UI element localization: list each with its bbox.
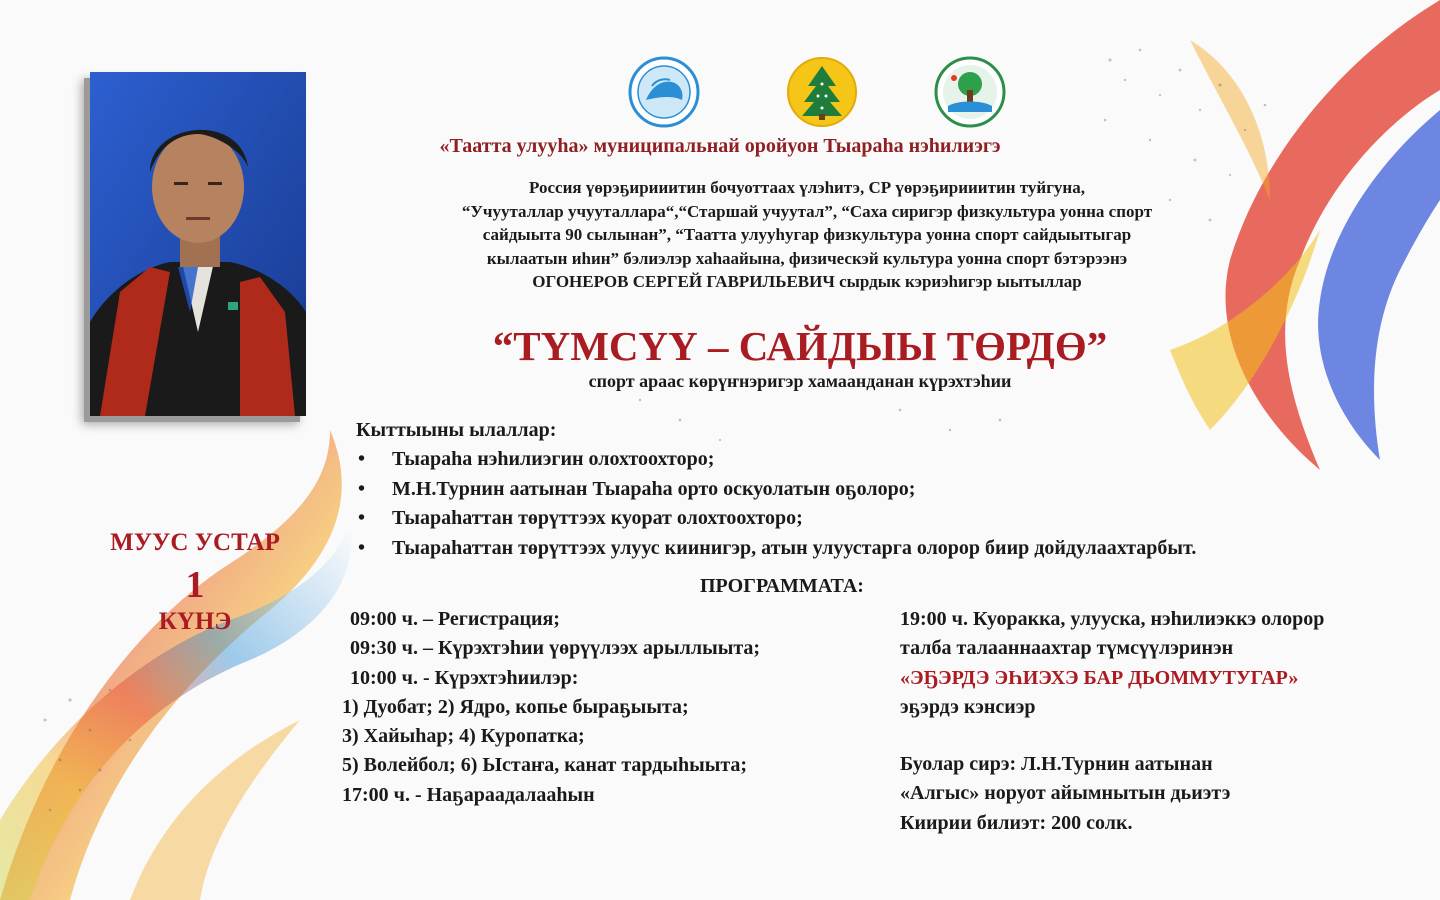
participants-list [354, 445, 1196, 563]
participants-label: Кыттыыны ылаллар: [356, 419, 557, 441]
dedication-text [352, 176, 1262, 294]
dedication-line: “Учууталлар учууталлара“,“Старшай учуутал”, “Саха сиригэр физкультура уонна спорт [461, 201, 1153, 221]
bullet-icon: • [358, 536, 366, 559]
ulus-emblem-icon [628, 56, 700, 128]
dedication-line: сайдыыта 90 сылынан”, “Таатта улууһугар физкультура уонна спорт сайдыытыгар [482, 225, 1132, 245]
bullet-icon: • [358, 507, 366, 529]
schedule-item: 1) Дуобат; 2) Ядро, копье быраҕыыта; [342, 695, 689, 718]
schedule-item: 5) Волейбол; 6) Ыстаҥа, канат тардыһыыта; [342, 754, 748, 777]
venue-line: «Алгыс» норуот айымнытын дьиэтэ [900, 782, 1231, 805]
list-item: • Тыараһа нэһилиэгин олохтоохторо; [354, 445, 1196, 475]
dedication-line: ОГОНЕРОВ СЕРГЕЙ ГАВРИЛЬЕВИЧ сырдык кэриэһигэр ыытыллар [532, 272, 1082, 292]
dedication-line: кылаатын иһин” бэлиэлэр хаһаайына, физическэй культура уонна спорт бэтэрээнэ [486, 248, 1128, 268]
venue-line: Буолар сирэ: Л.Н.Турнин аатынан [900, 753, 1213, 776]
evening-line: эҕэрдэ кэнсиэр [900, 695, 1036, 718]
event-date [80, 527, 310, 637]
program-schedule [342, 605, 760, 810]
list-item: • Тыараһаттан төрүттээх улуус киинигэр, атын улуустарга олорор биир дойдулаахтарбыт. [354, 534, 1196, 564]
list-item: • М.Н.Турнин аатынан Тыараһа орто оскуолатын оҕолоро; [354, 475, 1196, 505]
evening-program [900, 605, 1324, 838]
schedule-item: 09:30 ч. – Күрэхтэһии үөрүүлээх арыллыыта; [350, 637, 761, 660]
logo-row [628, 56, 1018, 126]
portrait-photo [90, 72, 306, 416]
date-suffix: КҮНЭ [158, 608, 232, 635]
dedication-line: Россия үөрэҕирииитин бочуоттаах үлэһитэ, СР үөрэҕирииитин туйгуна, [529, 178, 1085, 197]
event-title: “ТҮМСҮҮ – САЙДЫЫ ТӨРДӨ” [492, 323, 1108, 369]
organization-name: «Таатта улууһа» муниципальнай оройуон Тыараһа нэһилиэгэ [439, 135, 1001, 157]
date-month: МУУС УСТАР [110, 529, 280, 556]
program-heading: ПРОГРАММАТА: [700, 575, 864, 597]
date-day: 1 [185, 564, 205, 606]
evening-line: 19:00 ч. Куоракка, улууска, нэһилиэккэ олорор [900, 608, 1325, 630]
schedule-item: 09:00 ч. – Регистрация; [350, 608, 560, 630]
event-subtitle: спорт араас көрүҥнэригэр хамаанданан күрэхтэһии [588, 371, 1012, 391]
ticket-price: Киирии билиэт: 200 солк. [900, 811, 1133, 834]
bullet-icon: • [358, 448, 366, 470]
schedule-item: 10:00 ч. - Күрэхтэһиилэр: [350, 666, 579, 689]
concert-name: «ЭҔЭРДЭ ЭҺИЭХЭ БАР ДЬОММУТУГАР» [900, 666, 1299, 689]
village-emblem-icon [934, 56, 1006, 128]
schedule-item: 17:00 ч. - Наҕараадалааһын [342, 783, 595, 806]
evening-line: талба талааннаахтар түмсүүлэринэн [900, 637, 1234, 660]
list-item: • Тыараһаттан төрүттээх куорат олохтоохторо; [354, 504, 1196, 534]
bullet-icon: • [358, 477, 366, 500]
tree-emblem-icon [786, 56, 858, 128]
schedule-item: 3) Хайыһар; 4) Куропатка; [342, 725, 585, 748]
